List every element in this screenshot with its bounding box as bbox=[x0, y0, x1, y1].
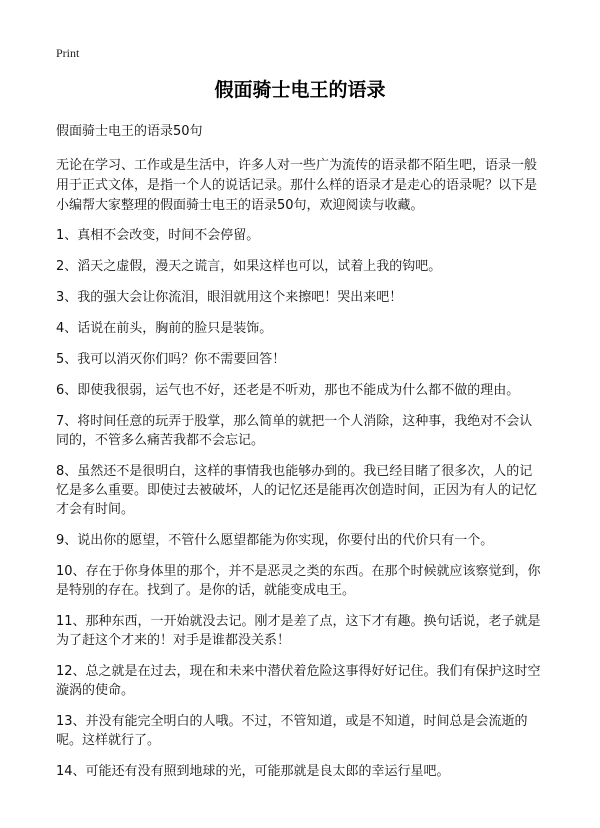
quote-item: 2、滔天之虚假，漫天之谎言，如果这样也可以，试着上我的钩吧。 bbox=[56, 259, 442, 274]
quote-item: 5、我可以消灭你们吗？你不需要回答！ bbox=[56, 352, 286, 367]
quote-item: 9、说出你的愿望，不管什么愿望都能为你实现，你要付出的代价只有一个。 bbox=[56, 533, 494, 548]
quote-item: 11、那种东西，一开始就没去记。刚才是差了点，这下才有趣。换句话说，老子就是为了赶这个才来的！对手是谁都没关系！ bbox=[56, 614, 541, 648]
quote-item: 7、将时间任意的玩弄于股掌，那么简单的就把一个人消除，这种事，我绝对不会认同的，不管多么痛苦我都不会忘记。 bbox=[56, 414, 533, 448]
quote-item: 13、并没有能完全明白的人哦。不过，不管知道，或是不知道，时间总是会流逝的呢。这样就行了。 bbox=[56, 714, 528, 748]
quote-item: 1、真相不会改变，时间不会停留。 bbox=[56, 228, 260, 243]
intro-paragraph: 无论在学习、工作或是生活中，许多人对一些广为流传的语录都不陌生吧，语录一般用于正式文体，是指一个人的说话记录。那什么样的语录才是走心的语录呢？以下是小编帮大家整理的假面骑士电王的语录50句，欢迎阅读与收藏。 bbox=[56, 158, 538, 213]
quote-item: 6、即使我很弱，运气也不好，还老是不听劝，那也不能成为什么都不做的理由。 bbox=[56, 383, 520, 398]
quote-item: 10、存在于你身体里的那个，并不是恶灵之类的东西。在那个时候就应该察觉到，你是特别的存在。找到了。是你的话，就能变成电王。 bbox=[56, 564, 541, 598]
article-subtitle: 假面骑士电王的语录50句 bbox=[56, 124, 203, 139]
quote-item: 8、虽然还不是很明白，这样的事情我也能够办到的。我已经目睹了很多次，人的记忆是多么重要。即使过去被破坏，人的记忆还是能再次创造时间，正因为有人的记忆才会有时间。 bbox=[56, 464, 538, 517]
quote-item: 14、可能还有没有照到地球的光，可能那就是良太郎的幸运行星吧。 bbox=[56, 764, 450, 779]
quote-item: 12、总之就是在过去，现在和未来中潜伏着危险这事得好好记住。我们有保护这时空漩涡的使命。 bbox=[56, 664, 541, 698]
page-title: 假面骑士电王的语录 bbox=[214, 79, 386, 101]
print-link[interactable]: Print bbox=[56, 46, 80, 60]
quote-list bbox=[56, 226, 544, 781]
quote-item: 3、我的强大会让你流泪，眼泪就用这个来擦吧！哭出来吧！ bbox=[56, 290, 403, 305]
quote-item: 4、话说在前头，胸前的脸只是装饰。 bbox=[56, 321, 273, 336]
